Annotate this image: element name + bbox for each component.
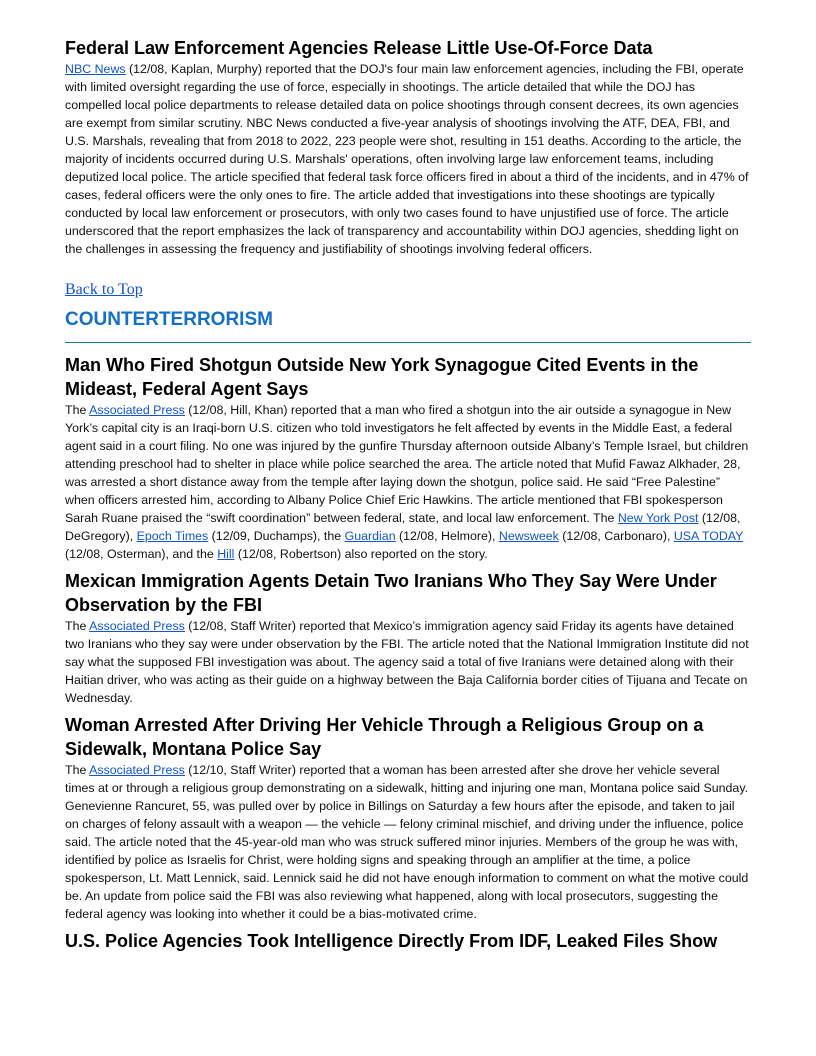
article-idf-intelligence bbox=[65, 929, 751, 953]
source-link-associated-press[interactable]: Associated Press bbox=[89, 619, 185, 633]
document-page bbox=[65, 36, 751, 959]
article-text: (12/08, Robertson) also reported on the story. bbox=[234, 547, 488, 561]
source-link-nbc-news[interactable]: NBC News bbox=[65, 62, 126, 76]
article-text: The bbox=[65, 403, 90, 417]
article-text: (12/08, DeGregory), bbox=[65, 511, 741, 543]
article-headline: Man Who Fired Shotgun Outside New York Synagogue Cited Events in the Mideast, Federal Agent Says bbox=[65, 355, 699, 399]
source-link-associated-press[interactable]: Associated Press bbox=[89, 403, 185, 417]
article-text: (12/08, Hill, Khan) reported that a man who fired a shotgun into the air outside a synagogue in New York’s capital city is an Iraqi-born U.S. citizen who told investigators he felt affected by events in the Middle East, a federal agent said in a court filing. No one was injured by the gunfire Thursday afternoon outside Albany’s Temple Israel, but children attending preschool had to shelter in place while police searched the area. The article noted that Mufid Fawaz Alkhader, 28, was arrested a short distance away from the temple after laying down the shotgun, police said. He said “Free Palestine” when officers arrested him, according to Albany Police Chief Eric Hawkins. The article mentioned that FBI spokesperson Sarah Ruane praised the “swift coordination” between federal, state, and local law enforcement. The bbox=[65, 403, 749, 525]
source-link-guardian[interactable]: Guardian bbox=[344, 529, 396, 543]
source-link-epoch-times[interactable]: Epoch Times bbox=[136, 529, 209, 543]
article-text: (12/08, Osterman), and the bbox=[65, 547, 218, 561]
article-text: (12/08, Helmore), bbox=[395, 529, 499, 543]
article-headline: Federal Law Enforcement Agencies Release Little Use-Of-Force Data bbox=[65, 38, 653, 58]
article-synagogue-shotgun bbox=[65, 353, 751, 563]
article-nbc-use-of-force bbox=[65, 36, 751, 258]
article-headline: Woman Arrested After Driving Her Vehicle Through a Religious Group on a Sidewalk, Montana Police Say bbox=[65, 715, 704, 759]
article-text: (12/10, Staff Writer) reported that a woman has been arrested after she drove her vehicle several times at or through a religious group demonstrating on a sidewalk, hitting and injuring one man, Montana police said Sunday. Genevienne Rancuret, 55, was pulled over by police in Billings on Saturday a few hours after the episode, and taken to jail on charges of felony assault with a weapon — the vehicle — felony criminal mischief, and driving under the influence, police said. The article noted that the 45-year-old man who was struck suffered minor injuries. Members of the group he was with, identified by police as Israelis for Christ, were holding signs and speaking through an amplifier at the time, a police spokesperson, Lt. Matt Lennick, said. Lennick said he did not have enough information to comment on what the motive could be. An update from police said the FBI was also reviewing what happened, along with local prosecutors, suggesting the federal agency was looking into whether it could be a bias-motivated crime. bbox=[65, 763, 749, 921]
article-text: (12/09, Duchamps), the bbox=[208, 529, 345, 543]
article-body bbox=[65, 60, 751, 258]
source-link-associated-press[interactable]: Associated Press bbox=[89, 763, 185, 777]
article-text: (12/08, Carbonaro), bbox=[558, 529, 674, 543]
article-montana-vehicle bbox=[65, 713, 751, 923]
article-text: (12/08, Staff Writer) reported that Mexico’s immigration agency said Friday its agents have detained two Iranians who they say were under observation by the FBI. The article noted that the National Immigration Institute did not say what the supposed FBI investigation was about. The agency said a total of five Iranians were detained along with their Haitian driver, who was acting as their guide on a highway between the Baja California border cities of Tijuana and Tecate on Wednesday. bbox=[65, 619, 749, 705]
back-to-top-link[interactable]: Back to Top bbox=[65, 281, 143, 298]
source-link-hill[interactable]: Hill bbox=[217, 547, 235, 561]
article-mexico-iranians bbox=[65, 569, 751, 707]
source-link-usa-today[interactable]: USA TODAY bbox=[673, 529, 744, 543]
section-divider bbox=[65, 342, 751, 343]
section-title: COUNTERTERRORISM bbox=[65, 309, 273, 330]
article-body bbox=[65, 617, 751, 707]
article-body bbox=[65, 401, 751, 563]
article-text: (12/08, Kaplan, Murphy) reported that the DOJ's four main law enforcement agencies, including the FBI, operate with limited oversight regarding the use of force, especially in shootings. The article detailed that while the DOJ has compelled local police departments to release detailed data on police shootings through consent decrees, its own agencies are exempt from similar scrutiny. NBC News conducted a five-year analysis of shootings involving the ATF, DEA, FBI, and U.S. Marshals, revealing that from 2018 to 2022, 223 people were shot, resulting in 151 deaths. According to the article, the majority of incidents occurred during U.S. Marshals' operations, often involving large law enforcement teams, including deputized local police. The article specified that federal task force officers fired in about a third of the incidents, and in 47% of cases, federal officers were the only ones to fire. The article added that investigations into these shootings are typically conducted by local law enforcement or prosecutors, with only two cases found to have unjustified use of force. The article underscored that the report emphasizes the lack of transparency and accountability within DOJ agencies, shedding light on the challenges in assessing the frequency and justifiability of shootings involving federal officers. bbox=[65, 62, 749, 256]
article-headline: Mexican Immigration Agents Detain Two Iranians Who They Say Were Under Observation by the FBI bbox=[65, 571, 717, 615]
article-text: The bbox=[65, 619, 90, 633]
source-link-new-york-post[interactable]: New York Post bbox=[617, 511, 699, 525]
article-body bbox=[65, 761, 751, 923]
article-headline: U.S. Police Agencies Took Intelligence Directly From IDF, Leaked Files Show bbox=[65, 931, 718, 951]
source-link-newsweek[interactable]: Newsweek bbox=[498, 529, 559, 543]
article-text: The bbox=[65, 763, 90, 777]
